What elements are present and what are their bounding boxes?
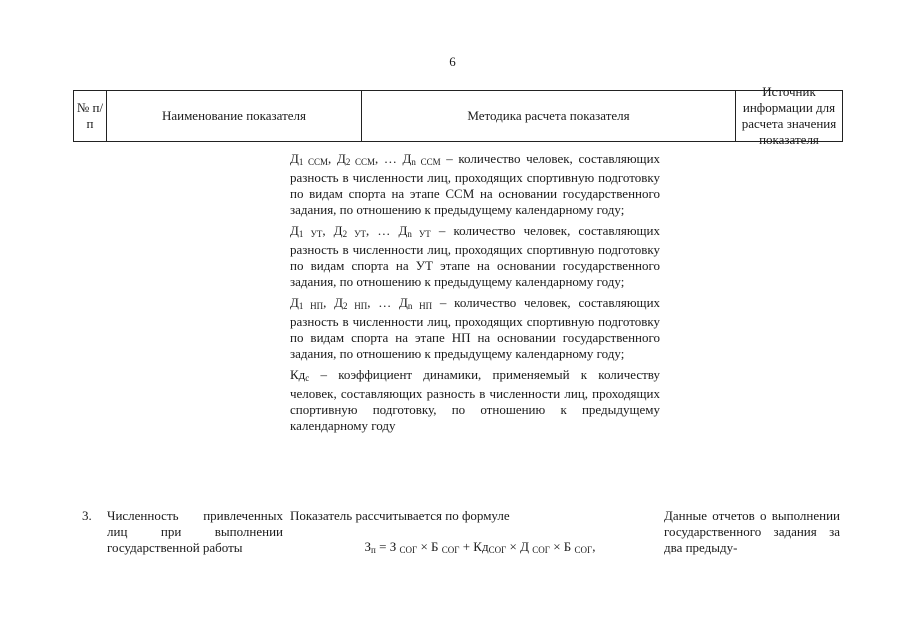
row-3-source: Данные отчетов о выполнении государственного задания за два предыду- (664, 508, 840, 555)
paragraph-np: $Д_{1 НП}$, $Д_{2 НП}$, … $Д_{n НП}$ – количество человек, составляющих разность в численности лиц, проходящих спортивную подготовку по видам спорта на этапе НП на основании государственного задания, по отношению к предыдущему календарному году; (290, 295, 661, 361)
header-source-text: Источник информации для расчета значения показателя (741, 84, 837, 147)
method-continuation (290, 151, 660, 439)
header-name: Наименование показателя (106, 91, 361, 141)
header-source (735, 84, 843, 147)
paragraph-ssm: $Д_{1 ССМ}$, $Д_{2 ССМ}$, … $Д_{n ССМ}$ – количество человек, составляющих разность в численности лиц, проходящих спортивную подготовку по видам спорта на этапе ССМ на основании государственного задания, по отношению к предыдущему календарному году; (290, 151, 661, 217)
header-num: № п/п (73, 91, 106, 141)
row-3-method-intro: Показатель рассчитывается по формуле (290, 508, 510, 523)
row-3-number: 3. (82, 508, 92, 523)
row-3-name: Численность привлеченных лиц при выполнении государственной работы (107, 508, 283, 555)
paragraph-kd: $Кд_с$ – коэффициент динамики, применяемый к количеству человек, составляющих разность в численности лиц, проходящих спортивную подготовку, по отношению к предыдущему календарному году (290, 367, 660, 433)
page-number: 6 (449, 54, 456, 69)
table-header (73, 84, 843, 147)
formula: $З_п = З$ $_{СОГ}$ × Б $_{СОГ} + Кд_{СОГ} \times Д$ $_{СОГ}$ × Б $_{СОГ}$, (364, 539, 596, 555)
paragraph-ut: $Д_{1 УТ}$, $Д_{2 УТ}$, … $Д_{n УТ}$ – количество человек, составляющих разность в численности лиц, проходящих спортивную подготовку по видам спорта на УТ этапе на основании государственного задания, по отношению к предыдущему календарному году; (290, 223, 661, 289)
header-method: Методика расчета показателя (361, 91, 735, 141)
